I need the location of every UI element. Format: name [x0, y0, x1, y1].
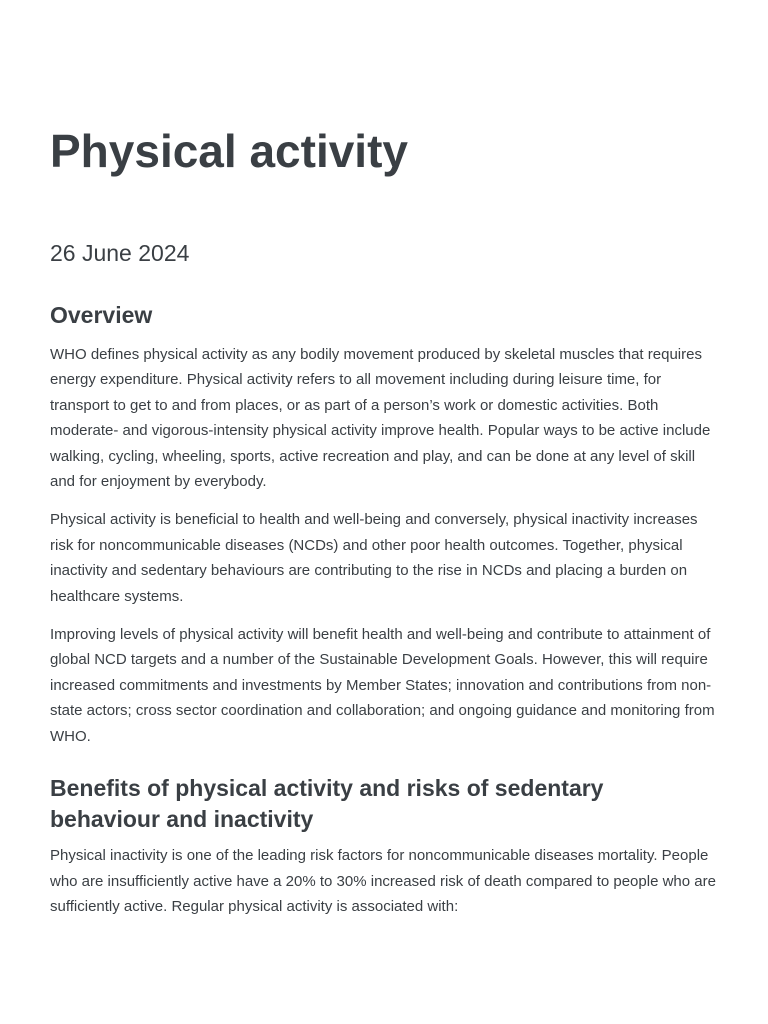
section-heading-benefits: Benefits of physical activity and risks of sedentary behaviour and inactivity	[50, 775, 604, 833]
publish-date: 26 June 2024	[50, 240, 190, 266]
overview-paragraph: WHO defines physical activity as any bodily movement produced by skeletal muscles that requires energy expenditure. Physical activity refers to all movement including during leisure time, for transport to get to and from places, or as part of a person’s work or domestic activities. Both moderate- and vigorous-intensity physical activity improve health. Popular ways to be active include walking, cycling, wheeling, sports, active recreation and play, and can be done at any level of skill and for enjoyment by everybody.	[50, 346, 711, 491]
page-title: Physical activity	[50, 125, 408, 177]
benefits-section	[50, 773, 718, 919]
overview-paragraph: Improving levels of physical activity will benefit health and well-being and contribute to attainment of global NCD targets and a number of the Sustainable Development Goals. However, this will require increased commitments and investments by Member States; innovation and contributions from non-state actors; cross sector coordination and collaboration; and ongoing guidance and monitoring from WHO.	[50, 626, 715, 745]
section-heading-overview: Overview	[50, 302, 153, 328]
overview-paragraph: Physical activity is beneficial to health and well-being and conversely, physical inactivity increases risk for noncommunicable diseases (NCDs) and other poor health outcomes. Together, physical inactivity and sedentary behaviours are contributing to the rise in NCDs and placing a burden on healthcare systems.	[50, 511, 698, 605]
benefits-paragraph: Physical inactivity is one of the leading risk factors for noncommunicable diseases mortality. People who are insufficiently active have a 20% to 30% increased risk of death compared to people who are sufficiently active. Regular physical activity is associated with:	[50, 847, 716, 915]
overview-section	[50, 300, 718, 749]
